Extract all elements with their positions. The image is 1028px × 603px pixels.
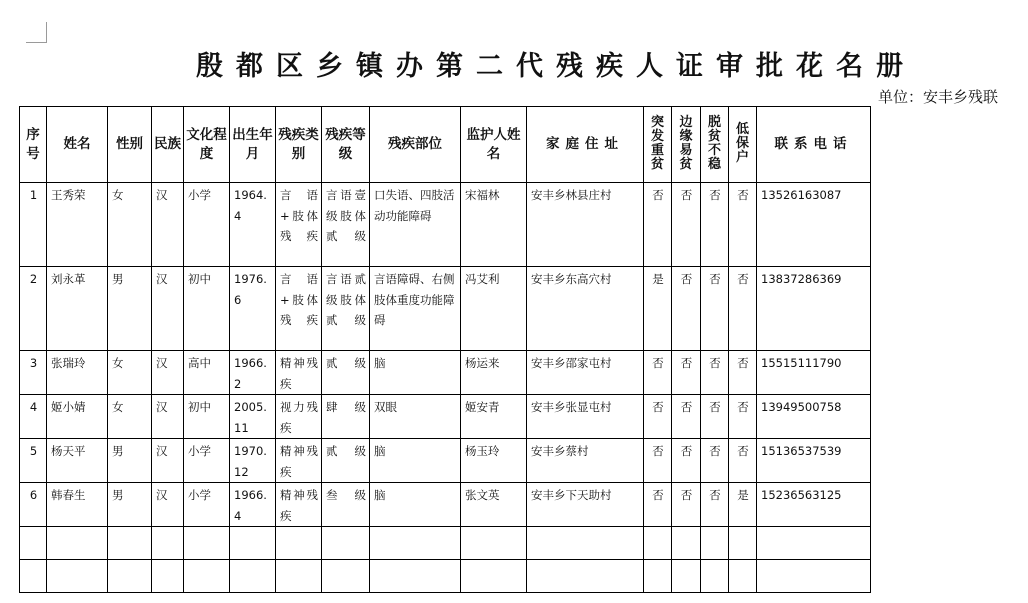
cell-ethnic	[152, 560, 184, 593]
cell-guardian: 宋福林	[461, 183, 527, 267]
header-row	[20, 107, 871, 183]
header-seq: 序号	[20, 107, 47, 183]
cell-unstable: 否	[701, 483, 729, 527]
cell-dpart: 脑	[370, 483, 461, 527]
header-phone: 联系电话	[757, 107, 871, 183]
cell-phone: 15136537539	[757, 439, 871, 483]
cell-name: 姬小婧	[47, 395, 108, 439]
table-row	[20, 439, 871, 483]
header-edge	[672, 107, 701, 183]
cell-birth: 1976.6	[230, 267, 276, 351]
cell-unstable: 否	[701, 267, 729, 351]
cell-edu	[184, 527, 230, 560]
header-dlevel: 残疾等级	[322, 107, 370, 183]
header-dpart: 残疾部位	[370, 107, 461, 183]
cell-address	[527, 560, 644, 593]
cell-edu	[184, 560, 230, 593]
cell-dtype: 言语+肢体残疾	[276, 183, 322, 267]
cell-seq: 2	[20, 267, 47, 351]
cell-name	[47, 560, 108, 593]
cell-address: 安丰乡林县庄村	[527, 183, 644, 267]
cell-seq	[20, 527, 47, 560]
cell-edge: 否	[672, 439, 701, 483]
cell-emergency: 否	[644, 183, 672, 267]
cell-dpart: 言语障碍、右侧肢体重度功能障碍	[370, 267, 461, 351]
cell-lowinc: 否	[729, 395, 757, 439]
cell-emergency: 否	[644, 483, 672, 527]
header-birth: 出生年月	[230, 107, 276, 183]
cell-birth: 1970.12	[230, 439, 276, 483]
header-unstable	[701, 107, 729, 183]
header-lowinc-text: 低保户	[735, 121, 749, 165]
cell-unstable	[701, 560, 729, 593]
cell-address: 安丰乡张显屯村	[527, 395, 644, 439]
cell-guardian	[461, 560, 527, 593]
cell-birth: 1964.4	[230, 183, 276, 267]
cell-address: 安丰乡下天助村	[527, 483, 644, 527]
cell-birth: 2005.11	[230, 395, 276, 439]
cell-phone: 13837286369	[757, 267, 871, 351]
cell-lowinc: 否	[729, 439, 757, 483]
table-row	[20, 351, 871, 395]
cell-sex: 男	[108, 439, 152, 483]
cell-edge: 否	[672, 483, 701, 527]
cell-seq: 5	[20, 439, 47, 483]
cell-ethnic: 汉	[152, 183, 184, 267]
cell-dtype: 精神残疾	[276, 439, 322, 483]
header-name: 姓名	[47, 107, 108, 183]
cell-address	[527, 527, 644, 560]
cell-sex: 女	[108, 183, 152, 267]
cell-edge: 否	[672, 183, 701, 267]
header-unstable-text: 脱贫不稳	[707, 114, 721, 172]
cell-birth: 1966.4	[230, 483, 276, 527]
cell-lowinc: 否	[729, 351, 757, 395]
header-dtype: 残疾类别	[276, 107, 322, 183]
header-ethnic: 民族	[152, 107, 184, 183]
cell-guardian: 杨运来	[461, 351, 527, 395]
cell-lowinc	[729, 527, 757, 560]
table-row	[20, 560, 871, 593]
cell-emergency	[644, 560, 672, 593]
cell-phone	[757, 527, 871, 560]
cell-emergency: 是	[644, 267, 672, 351]
cell-edu: 小学	[184, 439, 230, 483]
cell-edge	[672, 560, 701, 593]
cell-address: 安丰乡蔡村	[527, 439, 644, 483]
cell-lowinc: 否	[729, 267, 757, 351]
cell-dpart: 口失语、四肢活动功能障碍	[370, 183, 461, 267]
cell-seq: 6	[20, 483, 47, 527]
cell-phone: 13526163087	[757, 183, 871, 267]
header-sex: 性别	[108, 107, 152, 183]
table-row	[20, 527, 871, 560]
cell-lowinc	[729, 560, 757, 593]
cell-unstable	[701, 527, 729, 560]
cell-unstable: 否	[701, 351, 729, 395]
cell-birth	[230, 527, 276, 560]
cell-lowinc: 是	[729, 483, 757, 527]
cell-sex	[108, 527, 152, 560]
header-emergency	[644, 107, 672, 183]
header-address: 家庭住址	[527, 107, 644, 183]
cell-guardian: 冯艾利	[461, 267, 527, 351]
cell-sex: 女	[108, 395, 152, 439]
cell-emergency: 否	[644, 395, 672, 439]
cell-phone: 15515111790	[757, 351, 871, 395]
cell-edge: 否	[672, 351, 701, 395]
table-row	[20, 395, 871, 439]
cell-edge: 否	[672, 267, 701, 351]
cell-dtype	[276, 560, 322, 593]
cell-guardian	[461, 527, 527, 560]
cell-edu: 高中	[184, 351, 230, 395]
cell-dpart	[370, 560, 461, 593]
cell-phone: 15236563125	[757, 483, 871, 527]
cell-dlevel	[322, 560, 370, 593]
cell-dtype: 精神残疾	[276, 483, 322, 527]
roster-body	[20, 183, 871, 593]
cell-phone	[757, 560, 871, 593]
cell-dlevel: 贰级	[322, 439, 370, 483]
cell-edge: 否	[672, 395, 701, 439]
cell-ethnic: 汉	[152, 483, 184, 527]
cell-guardian: 杨玉玲	[461, 439, 527, 483]
cell-dlevel: 言语壹级肢体贰级	[322, 183, 370, 267]
cell-dpart	[370, 527, 461, 560]
cell-edu: 初中	[184, 267, 230, 351]
cell-ethnic: 汉	[152, 439, 184, 483]
cell-dlevel: 贰级	[322, 351, 370, 395]
page-corner-mark	[26, 22, 47, 43]
cell-emergency: 否	[644, 439, 672, 483]
cell-sex: 男	[108, 483, 152, 527]
cell-dpart: 双眼	[370, 395, 461, 439]
cell-seq	[20, 560, 47, 593]
cell-name	[47, 527, 108, 560]
cell-ethnic: 汉	[152, 395, 184, 439]
cell-emergency: 否	[644, 351, 672, 395]
cell-dpart: 脑	[370, 439, 461, 483]
roster-table	[19, 106, 871, 593]
cell-name: 张瑞玲	[47, 351, 108, 395]
unit-label: 单位：安丰乡残联	[878, 88, 999, 106]
cell-emergency	[644, 527, 672, 560]
cell-seq: 4	[20, 395, 47, 439]
cell-address: 安丰乡邵家屯村	[527, 351, 644, 395]
cell-sex: 女	[108, 351, 152, 395]
cell-ethnic: 汉	[152, 351, 184, 395]
cell-edge	[672, 527, 701, 560]
cell-seq: 3	[20, 351, 47, 395]
table-row	[20, 183, 871, 267]
cell-dtype	[276, 527, 322, 560]
cell-birth: 1966.2	[230, 351, 276, 395]
cell-name: 韩春生	[47, 483, 108, 527]
cell-ethnic: 汉	[152, 267, 184, 351]
cell-dtype: 视力残疾	[276, 395, 322, 439]
cell-name: 王秀荣	[47, 183, 108, 267]
cell-dlevel	[322, 527, 370, 560]
header-lowinc	[729, 107, 757, 183]
cell-edu: 小学	[184, 483, 230, 527]
cell-name: 杨天平	[47, 439, 108, 483]
cell-dtype: 言语+肢体残疾	[276, 267, 322, 351]
cell-edu: 小学	[184, 183, 230, 267]
cell-name: 刘永革	[47, 267, 108, 351]
table-row	[20, 483, 871, 527]
cell-ethnic	[152, 527, 184, 560]
cell-birth	[230, 560, 276, 593]
cell-sex	[108, 560, 152, 593]
cell-dlevel: 肆级	[322, 395, 370, 439]
cell-dlevel: 叁级	[322, 483, 370, 527]
cell-edu: 初中	[184, 395, 230, 439]
cell-unstable: 否	[701, 439, 729, 483]
header-edge-text: 边缘易贫	[679, 114, 693, 172]
cell-guardian: 姬安青	[461, 395, 527, 439]
cell-dtype: 精神残疾	[276, 351, 322, 395]
cell-dpart: 脑	[370, 351, 461, 395]
cell-lowinc: 否	[729, 183, 757, 267]
cell-phone: 13949500758	[757, 395, 871, 439]
header-emergency-text: 突发重贫	[650, 114, 664, 172]
page-title: 殷都区乡镇办第二代残疾人证审批花名册	[196, 51, 916, 82]
cell-guardian: 张文英	[461, 483, 527, 527]
table-row	[20, 267, 871, 351]
cell-sex: 男	[108, 267, 152, 351]
cell-unstable: 否	[701, 183, 729, 267]
cell-unstable: 否	[701, 395, 729, 439]
cell-dlevel: 言语贰级肢体贰级	[322, 267, 370, 351]
cell-seq: 1	[20, 183, 47, 267]
header-guardian: 监护人姓名	[461, 107, 527, 183]
cell-address: 安丰乡东高穴村	[527, 267, 644, 351]
header-edu: 文化程度	[184, 107, 230, 183]
